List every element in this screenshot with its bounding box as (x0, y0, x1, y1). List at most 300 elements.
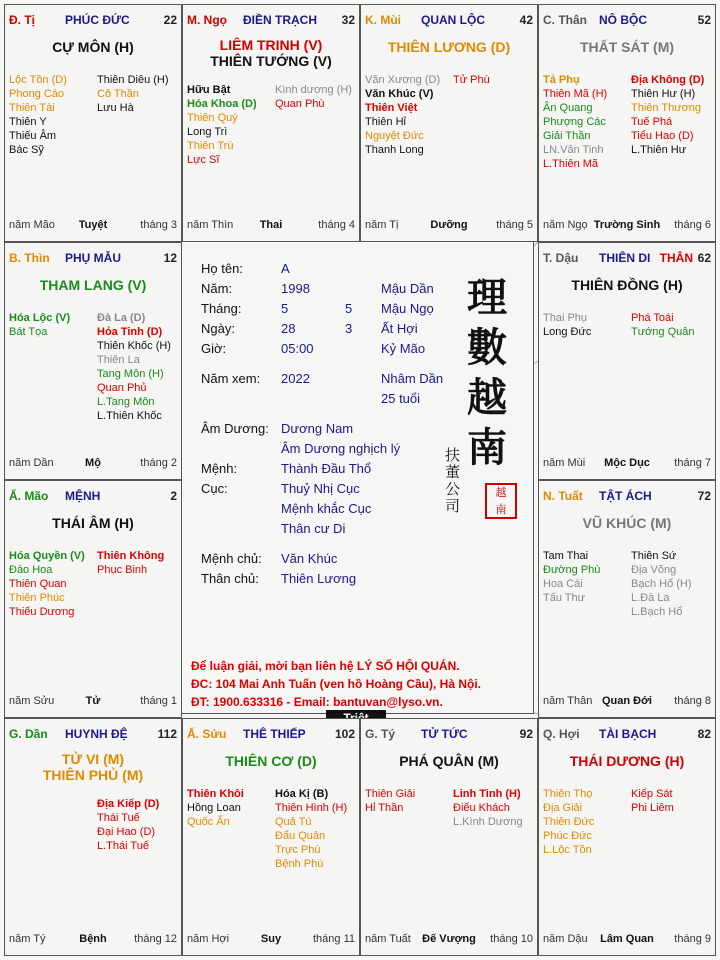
menh-label: Mệnh: (201, 461, 238, 476)
minor-star: L.Thái Tuế (97, 840, 149, 852)
am-duong-note-value: Âm Dương nghịch lý (281, 441, 401, 456)
minor-star: Thiên Thương (631, 102, 702, 114)
minor-star: Thanh Long (365, 144, 424, 156)
minor-star: Thiếu Dương (9, 606, 75, 618)
minor-star: Thiên Y (9, 116, 47, 128)
minor-star: Thiên Giải (365, 788, 416, 800)
palace-header (187, 727, 355, 743)
palace-header (187, 13, 355, 29)
minor-star: Lộc Tồn (D) (9, 74, 67, 86)
red-seal (485, 483, 517, 519)
than-chu-value: Thiên Lương (281, 571, 357, 586)
nam-xem-canchi: Nhâm Dần (381, 371, 444, 386)
palace-header (543, 489, 711, 505)
palace-header (543, 727, 711, 743)
palace-cell-dau (538, 242, 716, 480)
minor-star: Bạch Hổ (H) (631, 578, 692, 590)
palace-name: TÀI BẠCH (599, 727, 657, 741)
contact-line-3: ĐT: 1900.633316 - Email: bantuvan@lyso.vn. (191, 695, 443, 709)
minor-star: Quan Phù (275, 98, 325, 110)
right-stars (97, 549, 164, 577)
main-star: THẤT SÁT (M) (579, 39, 675, 55)
info-canchi: Kỷ Mão (381, 341, 426, 356)
palace-age: 12 (163, 251, 177, 265)
palace-footer (9, 219, 177, 233)
cuc-value: Thuỷ Nhị Cục (281, 481, 360, 496)
minor-star: Đào Hoa (9, 564, 53, 576)
palace-name: TẬT ÁCH (599, 489, 652, 503)
minor-star: Hóa Khoa (D) (187, 98, 257, 110)
palace-name: NÔ BỘC (599, 13, 647, 27)
minor-star: Hữu Bật (187, 84, 231, 96)
minor-star: Thái Tuế (97, 812, 140, 824)
year-label: năm Mão (9, 219, 55, 231)
month-label: tháng 7 (674, 457, 711, 469)
palace-age: 42 (519, 13, 533, 27)
minor-star: Địa Không (D) (631, 74, 705, 86)
right-stars (453, 73, 490, 87)
cuc-note-1-value: Mệnh khắc Cục (281, 501, 372, 516)
left-stars (365, 787, 415, 815)
info-row (201, 339, 434, 359)
info-row (201, 279, 434, 299)
year-label: năm Tị (365, 219, 399, 231)
palace-age: 92 (519, 727, 533, 741)
earthly-branch: C. Thân (543, 13, 587, 27)
info-row (201, 259, 434, 279)
minor-star: Thiên Mã (H) (543, 88, 608, 100)
palace-cell-than (538, 4, 716, 242)
minor-star: Thiên Quan (9, 578, 67, 590)
info-label: Năm: (201, 281, 233, 296)
life-stage: Suy (260, 933, 282, 945)
info-value: 1998 (281, 281, 310, 296)
palace-header (9, 727, 177, 743)
main-star: THIÊN TƯỚNG (V) (210, 53, 332, 69)
month-label: tháng 5 (496, 219, 533, 231)
minor-star: Lực Sĩ (187, 154, 220, 166)
right-stars (631, 311, 695, 339)
minor-star: Điếu Khách (453, 802, 510, 814)
main-star: CỰ MÔN (H) (52, 39, 134, 55)
left-stars (543, 311, 591, 339)
menh-value: Thành Đầu Thổ (281, 461, 372, 476)
earthly-branch: B. Thìn (9, 251, 50, 265)
menh-chu-value: Văn Khúc (281, 551, 338, 566)
minor-star: Trực Phù (275, 844, 321, 856)
minor-star: Hỏa Tinh (D) (97, 326, 163, 338)
nam-xem-value: 2022 (281, 371, 310, 386)
minor-star: Thiên Hỉ (365, 116, 406, 128)
palace-name: PHÚC ĐỨC (65, 13, 130, 27)
menh-chu-label: Mệnh chủ: (201, 551, 262, 566)
year-label: năm Dần (9, 457, 54, 469)
minor-star: Thiên Diêu (H) (97, 74, 169, 86)
minor-star: Linh Tinh (H) (453, 788, 521, 800)
month-label: tháng 12 (134, 933, 177, 945)
earthly-branch: Q. Hợi (543, 727, 580, 741)
nam-xem-label: Năm xem: (201, 371, 261, 386)
life-stage: Bệnh (79, 933, 107, 945)
main-star: VŨ KHÚC (M) (582, 515, 672, 531)
minor-star: Thiên Việt (365, 102, 418, 114)
main-star: THAM LANG (V) (39, 277, 147, 293)
month-label: tháng 3 (140, 219, 177, 231)
calli-small-2: 董 (445, 463, 461, 481)
month-label: tháng 9 (674, 933, 711, 945)
palace-header (543, 13, 711, 29)
palace-header (365, 727, 533, 743)
minor-star: Địa Kiếp (D) (97, 798, 160, 810)
month-label: tháng 6 (674, 219, 711, 231)
minor-star: Quốc Ấn (187, 816, 230, 828)
info-value: A (281, 261, 290, 276)
earthly-branch: Đ. Tị (9, 13, 35, 27)
calli-char-3: 越 (467, 374, 507, 421)
palace-footer (543, 219, 711, 233)
contact-line-1: Để luận giải, mời bạn liên hệ LÝ SỐ HỘI QUÁN. (191, 659, 460, 673)
left-stars (543, 549, 600, 605)
minor-star: Hồng Loan (187, 802, 241, 814)
calli-char-2: 數 (467, 324, 507, 371)
info-canchi: Mậu Dần (381, 281, 434, 296)
right-stars (97, 73, 169, 115)
palace-age: 62 (697, 251, 711, 265)
year-label: năm Tuất (365, 933, 411, 945)
info-canchi: Ất Hợi (381, 321, 418, 336)
nam-xem-row (201, 369, 443, 389)
minor-star: Lưu Hà (97, 102, 134, 114)
minor-star: Thiên Phúc (9, 592, 65, 604)
minor-star: Thiên Khốc (H) (97, 340, 171, 352)
menh-chu-row (201, 549, 337, 569)
minor-star: LN.Văn Tinh (543, 144, 604, 156)
info-label: Giờ: (201, 341, 227, 356)
month-label: tháng 10 (490, 933, 533, 945)
am-duong-label: Âm Dương: (201, 421, 269, 436)
minor-star: Thiên Trù (187, 140, 234, 152)
am-duong-value: Dương Nam (281, 421, 354, 436)
palace-age: 22 (163, 13, 177, 27)
palace-footer (543, 457, 711, 471)
info-label: Ngày: (201, 321, 235, 336)
minor-star: Cô Thần (97, 88, 139, 100)
palace-cell-suu (182, 718, 360, 956)
minor-star: Bệnh Phù (275, 858, 324, 870)
palace-name: QUAN LỘC (421, 13, 485, 27)
minor-star: Đà La (D) (97, 312, 146, 324)
minor-star: Tấu Thư (543, 592, 586, 604)
info-row (201, 299, 434, 319)
main-star: TỬ VI (M) (61, 751, 125, 767)
left-stars (9, 549, 85, 619)
earthly-branch: Ấ. Mão (9, 489, 49, 503)
info-value: 28 (281, 321, 296, 336)
than-chu-label: Thân chủ: (201, 571, 259, 586)
right-stars (275, 787, 347, 871)
minor-star: Đẩu Quân (275, 830, 326, 842)
palace-footer (365, 933, 533, 947)
minor-star: Phục Binh (97, 564, 148, 576)
year-label: năm Dậu (543, 933, 588, 945)
earthly-branch: G. Dần (9, 727, 48, 741)
year-label: năm Ngọ (543, 219, 588, 231)
right-stars (631, 549, 692, 619)
year-label: năm Mùi (543, 457, 586, 469)
minor-star: Văn Khúc (V) (365, 88, 434, 100)
minor-star: Quả Tú (275, 816, 312, 828)
minor-star: Tướng Quân (631, 326, 695, 338)
minor-star: Địa Giải (543, 802, 583, 814)
minor-star: Hoa Cái (543, 578, 583, 590)
month-label: tháng 4 (318, 219, 355, 231)
minor-star: Thiên Hình (H) (275, 802, 348, 814)
earthly-branch: K. Mùi (365, 13, 401, 27)
minor-star: Bác Sỹ (9, 144, 44, 156)
palace-age: 102 (334, 727, 355, 741)
earthly-branch: N. Tuất (543, 489, 583, 503)
right-stars (631, 787, 674, 815)
palace-age: 32 (341, 13, 355, 27)
minor-star: Hóa Kị (B) (275, 788, 329, 800)
main-star: THIÊN ĐỒNG (H) (571, 277, 683, 293)
minor-star: Tử Phù (453, 74, 490, 86)
minor-star: Thiên Tài (9, 102, 55, 114)
minor-star: Tả Phụ (543, 74, 580, 86)
year-label: năm Thân (543, 695, 593, 707)
minor-star: Ân Quang (543, 102, 593, 114)
year-label: năm Thìn (187, 219, 234, 231)
palace-name: PHỤ MẪU (65, 251, 121, 265)
palace-age: 82 (697, 727, 711, 741)
minor-star: Tuế Phá (631, 116, 673, 128)
right-stars (453, 787, 523, 829)
palace-age: 52 (697, 13, 711, 27)
month-label: tháng 11 (312, 933, 355, 945)
year-label: năm Sửu (9, 695, 55, 707)
minor-star: L.Bạch Hổ (631, 606, 683, 618)
life-stage: Thai (259, 219, 283, 231)
minor-star: Phá Toái (631, 312, 674, 324)
life-stage: Mộ (85, 457, 101, 469)
minor-star: Thiên La (97, 354, 140, 366)
minor-star: Thiên Đức (543, 816, 595, 828)
minor-star: L.Đà La (631, 592, 670, 604)
than-chu-row (201, 569, 356, 589)
palace-cell-mui (360, 4, 538, 242)
minor-star: L.Kình Dương (453, 816, 523, 828)
info-row (201, 319, 434, 339)
right-stars (631, 73, 704, 157)
minor-star: Tiểu Hao (D) (631, 130, 694, 142)
am-duong-row (201, 419, 353, 439)
palace-cell-ngo (182, 4, 360, 242)
cuc-note-2-value: Thân cư Di (281, 521, 346, 536)
palace-name: TỬ TỨC (421, 727, 468, 741)
info-block (201, 259, 434, 359)
minor-star: L.Lộc Tồn (543, 844, 592, 856)
minor-star: Đường Phù (543, 564, 601, 576)
seal-char-1: 越 (495, 487, 507, 499)
earthly-branch: M. Ngọ (187, 13, 227, 27)
minor-star: L.Thiên Khốc (97, 410, 162, 422)
palace-name: MỆNH (65, 489, 101, 503)
minor-star: Phi Liêm (631, 802, 674, 814)
palace-header (543, 251, 711, 267)
palace-cell-dan (4, 718, 182, 956)
main-star: PHÁ QUÂN (M) (399, 753, 499, 769)
cuc-label: Cục: (201, 481, 228, 496)
info-value: 5 (281, 301, 289, 316)
life-stage: Trường Sinh (593, 219, 661, 231)
minor-star: Kiếp Sát (631, 788, 673, 800)
minor-star: L.Thiên Mã (543, 158, 599, 170)
main-star: LIÊM TRINH (V) (219, 37, 323, 53)
minor-star: Thiên Không (97, 550, 165, 562)
month-label: tháng 2 (140, 457, 177, 469)
minor-star: Phong Cáo (9, 88, 65, 100)
calligraphy (467, 273, 507, 473)
palace-footer (9, 457, 177, 471)
age (381, 389, 420, 409)
main-star: THIÊN LƯƠNG (D) (387, 39, 511, 55)
palace-cell-hoi (538, 718, 716, 956)
palace-cell-tuat (538, 480, 716, 718)
life-stage: Quan Đới (602, 695, 652, 707)
contact-line-2: ĐC: 104 Mai Anh Tuấn (ven hồ Hoàng Cầu), Hà Nội. (191, 677, 482, 691)
info-label: Tháng: (201, 301, 242, 316)
cuc-note-2 (281, 519, 345, 539)
minor-star: Thiên Khôi (187, 788, 244, 800)
minor-star: Giải Thần (543, 130, 591, 142)
minor-star: L.Thiên Hư (631, 144, 687, 156)
menh-row (201, 459, 371, 479)
palace-footer (187, 219, 355, 233)
info-value-lunar: 3 (345, 321, 353, 336)
minor-star: Kình dương (H) (275, 84, 352, 96)
life-stage: Tuyệt (78, 219, 108, 231)
than-marker: THÂN (659, 251, 693, 265)
palace-age: 112 (157, 727, 177, 741)
minor-star: Thai Phụ (543, 312, 588, 324)
left-stars (9, 73, 67, 157)
palace-cell-ty (360, 718, 538, 956)
info-value-lunar: 5 (345, 301, 353, 316)
calli-char-1: 理 (467, 274, 507, 321)
info-label: Họ tên: (201, 261, 243, 276)
center-panel (178, 238, 534, 714)
cuc-row (201, 479, 360, 499)
palace-age: 2 (170, 489, 177, 503)
life-stage: Đế Vượng (422, 933, 476, 945)
minor-star: Long Trì (187, 126, 228, 138)
minor-star: Nguyệt Đức (365, 130, 424, 142)
calli-small-3: 公 (445, 480, 461, 498)
age-value: 25 tuổi (381, 391, 421, 406)
left-stars (187, 787, 244, 829)
minor-star: Long Đức (543, 326, 592, 338)
month-label: tháng 8 (674, 695, 711, 707)
palace-name: THIÊN DI (599, 251, 651, 265)
calligraphy-small (445, 447, 460, 515)
calli-char-4: 南 (467, 424, 507, 471)
life-stage: Dưỡng (430, 219, 468, 231)
minor-star: Hóa Quyền (V) (9, 550, 85, 562)
calli-small-1: 扶 (445, 446, 461, 464)
earthly-branch: G. Tý (365, 727, 396, 741)
minor-star: Văn Xương (D) (365, 74, 441, 86)
palace-name: THÊ THIẾP (243, 727, 306, 741)
minor-star: L.Tang Môn (97, 396, 155, 408)
minor-star: Bát Tọa (9, 326, 48, 338)
info-canchi: Mậu Ngọ (381, 301, 434, 316)
minor-star: Đại Hao (D) (97, 826, 156, 838)
life-stage: Mộc Dục (604, 457, 650, 469)
palace-cell-mao (4, 480, 182, 718)
cuc-note-1 (281, 499, 371, 519)
minor-star: Tam Thai (543, 550, 589, 562)
info-value: 05:00 (281, 341, 314, 356)
palace-footer (9, 933, 177, 947)
palace-header (365, 13, 533, 29)
palace-cell-thin (4, 242, 182, 480)
left-stars (365, 73, 440, 157)
year-label: năm Tý (9, 933, 46, 945)
right-stars (97, 797, 159, 853)
minor-star: Thiên Sứ (631, 550, 677, 562)
left-stars (187, 83, 257, 167)
seal-char-2: 南 (495, 504, 507, 516)
palace-header (9, 251, 177, 267)
palace-footer (365, 219, 533, 233)
minor-star: Thiên Quý (187, 112, 238, 124)
palace-name: HUYNH ĐỆ (65, 727, 128, 741)
earthly-branch: T. Dậu (543, 251, 579, 265)
minor-star: Địa Võng (631, 564, 677, 576)
minor-star: Thiếu Âm (9, 130, 57, 142)
main-star: THÁI DƯƠNG (H) (569, 753, 685, 769)
main-star: THIÊN CƠ (D) (225, 753, 317, 769)
am-duong-note (281, 439, 400, 459)
left-stars (543, 73, 607, 171)
minor-star: Thiên Hư (H) (631, 88, 696, 100)
earthly-branch: Ấ. Sửu (187, 727, 227, 741)
palace-footer (543, 933, 711, 947)
palace-cell-ti (4, 4, 182, 242)
palace-header (9, 13, 177, 29)
life-stage: Lâm Quan (600, 933, 654, 945)
minor-star: Quan Phủ (97, 382, 147, 394)
main-star: THIÊN PHỦ (M) (42, 767, 144, 783)
minor-star: Thiên Thọ (543, 788, 593, 800)
life-stage: Tử (85, 695, 101, 707)
year-label: năm Hợi (187, 933, 230, 945)
minor-star: Phúc Đức (543, 830, 592, 842)
left-stars (9, 311, 70, 339)
left-stars (543, 787, 594, 857)
minor-star: Tang Môn (H) (97, 368, 164, 380)
palace-footer (543, 695, 711, 709)
right-stars (275, 83, 352, 111)
main-star: THÁI ÂM (H) (52, 515, 134, 531)
calli-small-4: 司 (445, 497, 461, 515)
month-label: tháng 1 (140, 695, 177, 707)
palace-footer (187, 933, 355, 947)
palace-age: 72 (697, 489, 711, 503)
palace-header (9, 489, 177, 505)
palace-footer (9, 695, 177, 709)
minor-star: Phượng Các (543, 116, 606, 128)
